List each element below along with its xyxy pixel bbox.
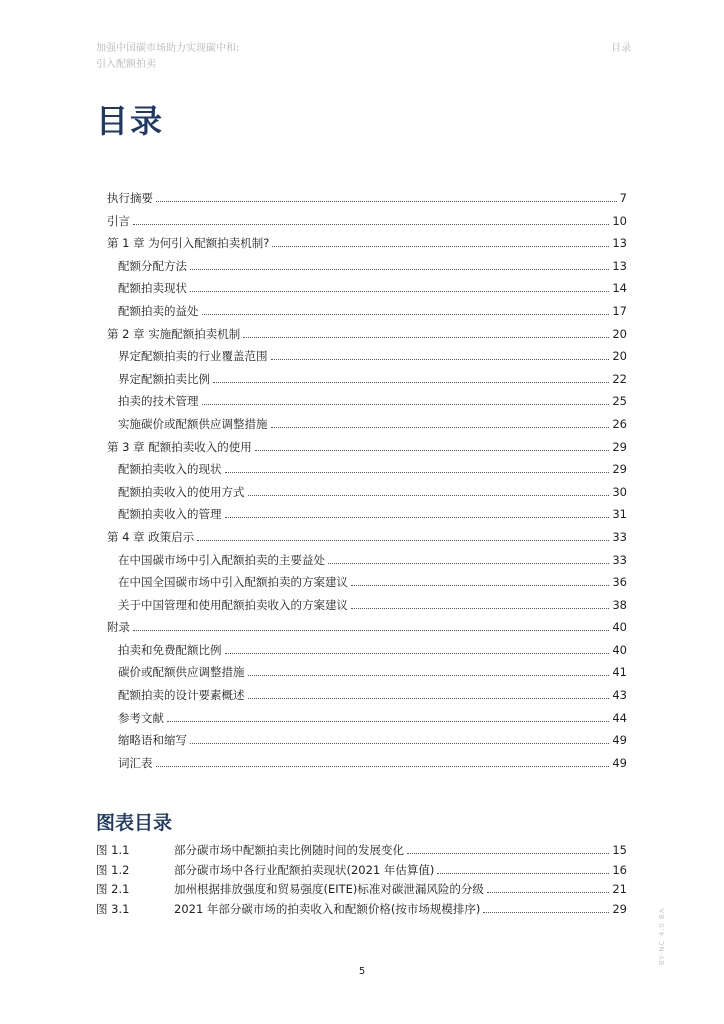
- figure-page: 15: [612, 843, 627, 857]
- toc-entry-page: 30: [612, 484, 627, 499]
- header-section: 目录: [611, 43, 631, 54]
- dot-leader: [202, 314, 610, 315]
- toc-entry-label: 配额分配方法: [118, 258, 187, 273]
- toc-entry[interactable]: [107, 661, 627, 684]
- toc-entry[interactable]: [107, 549, 627, 572]
- dot-leader: [328, 563, 609, 564]
- dot-leader: [248, 495, 610, 496]
- dot-leader: [133, 630, 609, 631]
- header-line-2: 引入配额拍卖: [96, 59, 156, 70]
- dot-leader: [190, 743, 609, 744]
- figure-entry[interactable]: [96, 900, 627, 920]
- toc-entry[interactable]: [107, 594, 627, 617]
- toc-entry[interactable]: [107, 255, 627, 278]
- dot-leader: [248, 675, 610, 676]
- dot-leader: [255, 450, 610, 451]
- dot-leader: [225, 517, 610, 518]
- toc-entry-label: 词汇表: [118, 755, 153, 770]
- page-title: 目录: [96, 102, 165, 140]
- toc-entry-label: 配额拍卖收入的管理: [118, 507, 222, 522]
- toc-entry-label: 拍卖的技术管理: [118, 394, 199, 409]
- toc-entry-label: 附录: [107, 620, 130, 635]
- license-mark: BY-NC 4.0 BA: [658, 907, 666, 965]
- toc-entry-label: 第 2 章 实施配额拍卖机制: [107, 326, 241, 341]
- toc-entry-page: 36: [612, 575, 627, 590]
- running-header: [96, 41, 239, 73]
- toc-entry-label: 第 3 章 配额拍卖收入的使用: [107, 439, 252, 454]
- toc-entry-label: 界定配额拍卖比例: [118, 371, 210, 386]
- toc-entry[interactable]: [107, 684, 627, 707]
- toc-entry-label: 执行摘要: [107, 191, 153, 205]
- toc-entry[interactable]: [107, 526, 627, 549]
- toc-entry-page: 29: [612, 439, 627, 454]
- toc-entry-page: 33: [612, 529, 627, 544]
- toc-entry-page: 13: [612, 258, 627, 273]
- toc-entry-page: 13: [612, 236, 627, 251]
- toc-entry-page: 22: [612, 371, 627, 386]
- toc-entry-label: 配额拍卖现状: [118, 281, 187, 296]
- toc-entry-label: 界定配额拍卖的行业覆盖范围: [118, 349, 268, 364]
- list-of-figures: [96, 841, 627, 919]
- toc-entry[interactable]: [107, 707, 627, 730]
- toc-entry-label: 在中国全国碳市场中引入配额拍卖的方案建议: [118, 575, 348, 590]
- dot-leader: [190, 291, 609, 292]
- toc-entry[interactable]: [107, 210, 627, 233]
- figure-label: 2021 年部分碳市场的拍卖收入和配额价格(按市场规模排序): [174, 901, 481, 916]
- toc-entry-page: 7: [619, 191, 627, 205]
- toc-entry-label: 第 1 章 为何引入配额拍卖机制?: [107, 236, 270, 251]
- dot-leader: [167, 721, 609, 722]
- toc-entry-page: 40: [612, 642, 627, 657]
- toc-entry-page: 20: [612, 326, 627, 341]
- dot-leader: [351, 585, 609, 586]
- toc-entry-page: 26: [612, 416, 627, 431]
- figure-entry[interactable]: [96, 841, 627, 861]
- toc-entry-label: 缩略语和缩写: [118, 733, 187, 748]
- dot-leader: [156, 201, 617, 202]
- dot-leader: [272, 246, 609, 247]
- dot-leader: [483, 912, 609, 913]
- toc-entry-page: 38: [612, 597, 627, 612]
- toc-entry[interactable]: [107, 368, 627, 391]
- dot-leader: [225, 653, 610, 654]
- dot-leader: [243, 337, 609, 338]
- dot-leader: [487, 892, 609, 893]
- toc-entry-label: 关于中国管理和使用配额拍卖收入的方案建议: [118, 597, 348, 612]
- toc-entry[interactable]: [107, 277, 627, 300]
- toc-entry-page: 33: [612, 552, 627, 567]
- dot-leader: [190, 269, 609, 270]
- figure-page: 21: [612, 882, 627, 897]
- toc-entry[interactable]: [107, 390, 627, 413]
- toc-entry-label: 配额拍卖收入的现状: [118, 462, 222, 477]
- toc-entry[interactable]: [107, 300, 627, 323]
- toc-entry-page: 17: [612, 303, 627, 318]
- table-of-contents: [107, 187, 627, 774]
- toc-entry[interactable]: [107, 458, 627, 481]
- toc-entry[interactable]: [107, 729, 627, 752]
- toc-entry-page: 31: [612, 507, 627, 522]
- figures-title: 图表目录: [96, 812, 173, 834]
- dot-leader: [271, 427, 610, 428]
- toc-entry-page: 29: [612, 462, 627, 477]
- toc-entry[interactable]: [107, 323, 627, 346]
- figure-entry[interactable]: [96, 880, 627, 900]
- toc-entry-page: 10: [612, 213, 627, 228]
- toc-entry[interactable]: [107, 232, 627, 255]
- dot-leader: [156, 766, 610, 767]
- toc-entry-page: 44: [612, 710, 627, 725]
- figure-page: 16: [612, 862, 627, 877]
- toc-entry-page: 49: [612, 755, 627, 770]
- figure-page: 29: [612, 901, 627, 916]
- toc-entry[interactable]: [107, 503, 627, 526]
- toc-entry-label: 实施碳价或配额供应调整措施: [118, 416, 268, 431]
- figure-label: 部分碳市场中各行业配额拍卖现状(2021 年估算值): [174, 862, 435, 877]
- toc-entry-page: 43: [612, 688, 627, 703]
- dot-leader: [437, 873, 609, 874]
- toc-entry-page: 40: [612, 620, 627, 635]
- toc-entry-label: 拍卖和免费配额比例: [118, 642, 222, 657]
- dot-leader: [213, 382, 609, 383]
- dot-leader: [248, 698, 610, 699]
- figure-number: 图 1.1: [96, 843, 130, 857]
- figure-entry[interactable]: [96, 861, 627, 881]
- figure-label: 加州根据排放强度和贸易强度(EITE)标准对碳泄漏风险的分级: [174, 882, 484, 897]
- dot-leader: [197, 540, 609, 541]
- toc-entry[interactable]: [107, 481, 627, 504]
- toc-entry-page: 41: [612, 665, 627, 680]
- toc-entry[interactable]: [107, 616, 627, 639]
- dot-leader: [133, 224, 609, 225]
- toc-entry-page: 49: [612, 733, 627, 748]
- figure-number: 图 1.2: [96, 862, 130, 877]
- header-line-1: 加强中国碳市场助力实现碳中和:: [96, 43, 240, 54]
- toc-entry-page: 20: [612, 349, 627, 364]
- toc-entry-label: 配额拍卖的设计要素概述: [118, 688, 245, 703]
- toc-entry-page: 25: [612, 394, 627, 409]
- dot-leader: [271, 359, 610, 360]
- toc-entry-label: 在中国碳市场中引入配额拍卖的主要益处: [118, 552, 325, 567]
- toc-entry-label: 第 4 章 政策启示: [107, 529, 195, 544]
- toc-entry-page: 14: [612, 281, 627, 296]
- dot-leader: [407, 853, 609, 854]
- toc-entry[interactable]: [107, 345, 627, 368]
- toc-entry[interactable]: [107, 187, 627, 210]
- dot-leader: [351, 608, 609, 609]
- toc-entry-label: 配额拍卖的益处: [118, 303, 199, 318]
- toc-entry[interactable]: [107, 752, 627, 775]
- dot-leader: [225, 472, 610, 473]
- toc-entry[interactable]: [107, 436, 627, 459]
- toc-entry[interactable]: [107, 413, 627, 436]
- page-number: 5: [358, 966, 366, 977]
- figure-number: 图 2.1: [96, 882, 130, 897]
- figure-label: 部分碳市场中配额拍卖比例随时间的发展变化: [174, 843, 404, 857]
- toc-entry-label: 碳价或配额供应调整措施: [118, 665, 245, 680]
- toc-entry[interactable]: [107, 639, 627, 662]
- toc-entry-label: 配额拍卖收入的使用方式: [118, 484, 245, 499]
- toc-entry-label: 参考文献: [118, 710, 164, 725]
- toc-entry[interactable]: [107, 571, 627, 594]
- figure-number: 图 3.1: [96, 901, 130, 916]
- toc-entry-label: 引言: [107, 213, 130, 228]
- dot-leader: [202, 404, 610, 405]
